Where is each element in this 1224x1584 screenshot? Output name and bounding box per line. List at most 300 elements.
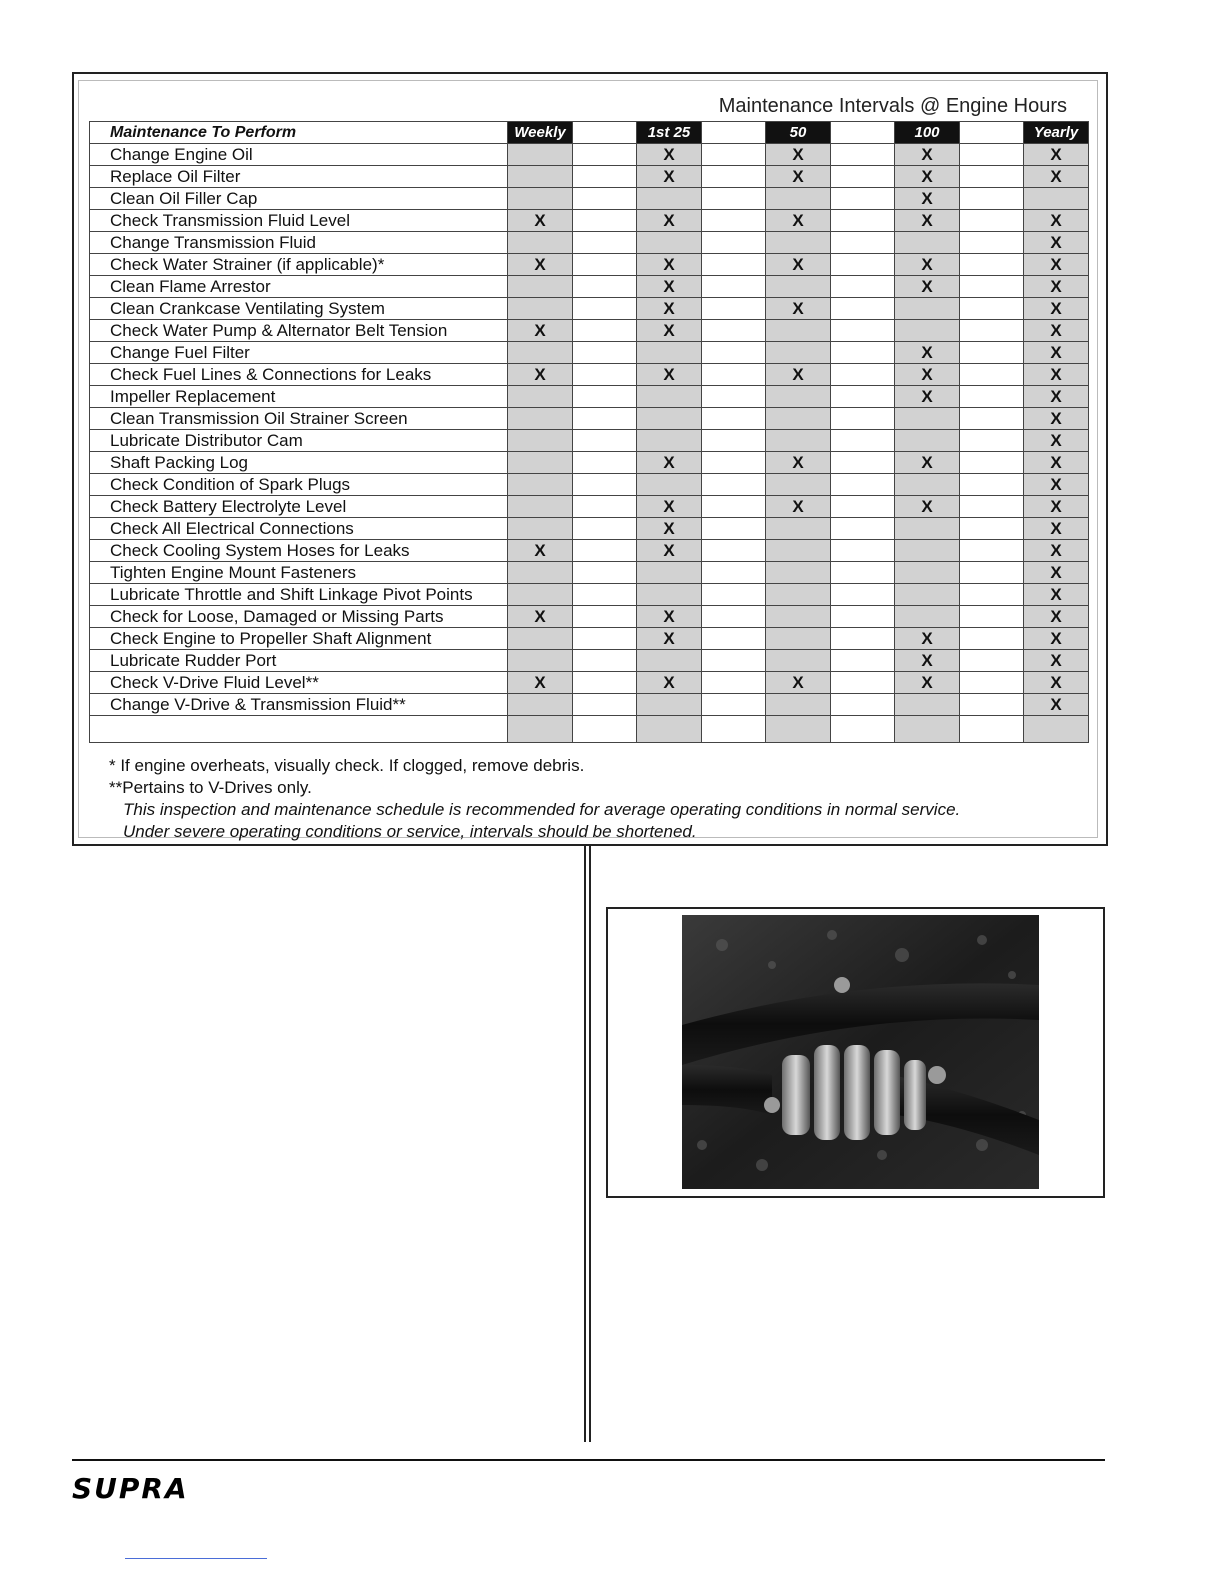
task-name: Change Engine Oil xyxy=(90,144,508,166)
interval-mark xyxy=(637,584,702,606)
task-name: Lubricate Throttle and Shift Linkage Pivot Points xyxy=(90,584,508,606)
spacer-cell xyxy=(960,518,1024,540)
interval-mark: X xyxy=(895,386,960,408)
interval-mark xyxy=(766,276,831,298)
spacer-cell xyxy=(702,694,766,716)
interval-mark xyxy=(895,694,960,716)
spacer-cell xyxy=(573,518,637,540)
table-row xyxy=(90,650,1089,672)
interval-mark: X xyxy=(895,276,960,298)
spacer-cell xyxy=(573,210,637,232)
spacer-cell xyxy=(960,342,1024,364)
table-header-row xyxy=(90,122,1089,144)
table-row xyxy=(90,540,1089,562)
schedule-title: Maintenance Intervals @ Engine Hours xyxy=(718,95,1067,117)
interval-mark xyxy=(895,540,960,562)
interval-mark: X xyxy=(1024,584,1089,606)
interval-mark: X xyxy=(895,342,960,364)
task-name: Check Fuel Lines & Connections for Leaks xyxy=(90,364,508,386)
note-overheat: * If engine overheats, visually check. If clogged, remove debris. xyxy=(109,756,585,775)
interval-mark: X xyxy=(895,210,960,232)
empty-cell xyxy=(573,716,637,743)
table-row xyxy=(90,232,1089,254)
interval-mark: X xyxy=(1024,408,1089,430)
interval-mark xyxy=(766,188,831,210)
spacer-header xyxy=(702,122,766,144)
task-name: Check All Electrical Connections xyxy=(90,518,508,540)
spacer-cell xyxy=(831,276,895,298)
task-name: Check Transmission Fluid Level xyxy=(90,210,508,232)
table-row xyxy=(90,496,1089,518)
spacer-cell xyxy=(702,518,766,540)
interval-mark: X xyxy=(895,496,960,518)
maintenance-schedule-box xyxy=(72,72,1108,846)
spacer-cell xyxy=(960,386,1024,408)
interval-mark xyxy=(766,562,831,584)
interval-mark xyxy=(637,562,702,584)
interval-mark xyxy=(1024,188,1089,210)
spacer-cell xyxy=(702,210,766,232)
supra-logo: SUPRA xyxy=(72,1472,189,1505)
interval-mark: X xyxy=(637,298,702,320)
interval-mark xyxy=(508,298,573,320)
spacer-cell xyxy=(702,430,766,452)
table-row xyxy=(90,144,1089,166)
task-name: Clean Flame Arrestor xyxy=(90,276,508,298)
spacer-cell xyxy=(960,210,1024,232)
interval-mark xyxy=(508,342,573,364)
interval-mark: X xyxy=(508,672,573,694)
hose-clamp-photo xyxy=(682,915,1039,1189)
spacer-cell xyxy=(831,386,895,408)
spacer-cell xyxy=(960,606,1024,628)
spacer-cell xyxy=(831,474,895,496)
interval-mark: X xyxy=(1024,232,1089,254)
spacer-cell xyxy=(960,584,1024,606)
spacer-cell xyxy=(702,298,766,320)
spacer-cell xyxy=(702,628,766,650)
interval-mark: X xyxy=(1024,144,1089,166)
table-row xyxy=(90,276,1089,298)
empty-cell xyxy=(508,716,573,743)
empty-cell xyxy=(637,716,702,743)
spacer-cell xyxy=(702,386,766,408)
interval-mark: X xyxy=(895,452,960,474)
table-row xyxy=(90,672,1089,694)
spacer-cell xyxy=(702,232,766,254)
interval-mark: X xyxy=(1024,628,1089,650)
spacer-cell xyxy=(831,188,895,210)
spacer-cell xyxy=(702,364,766,386)
interval-mark xyxy=(895,320,960,342)
footer-rule xyxy=(72,1459,1105,1461)
interval-mark xyxy=(508,562,573,584)
task-name: Replace Oil Filter xyxy=(90,166,508,188)
note-severe: Under severe operating conditions or service, intervals should be shortened. xyxy=(123,822,697,841)
spacer-cell xyxy=(960,276,1024,298)
interval-mark xyxy=(766,430,831,452)
spacer-cell xyxy=(960,540,1024,562)
interval-mark xyxy=(508,496,573,518)
task-name: Check Engine to Propeller Shaft Alignment xyxy=(90,628,508,650)
task-name: Check Water Strainer (if applicable)* xyxy=(90,254,508,276)
spacer-cell xyxy=(573,474,637,496)
spacer-cell xyxy=(573,188,637,210)
interval-mark xyxy=(508,166,573,188)
task-name: Lubricate Rudder Port xyxy=(90,650,508,672)
spacer-cell xyxy=(831,254,895,276)
interval-header-1st-25: 1st 25 xyxy=(637,122,702,144)
spacer-cell xyxy=(831,166,895,188)
interval-mark xyxy=(895,562,960,584)
interval-mark: X xyxy=(637,518,702,540)
task-name: Check Water Pump & Alternator Belt Tension xyxy=(90,320,508,342)
interval-mark xyxy=(766,584,831,606)
task-name: Change Fuel Filter xyxy=(90,342,508,364)
schedule-inner-border xyxy=(78,80,1098,841)
spacer-cell xyxy=(960,628,1024,650)
spacer-cell xyxy=(702,254,766,276)
interval-mark: X xyxy=(895,364,960,386)
interval-header-50: 50 xyxy=(766,122,831,144)
table-row xyxy=(90,628,1089,650)
spacer-cell xyxy=(573,298,637,320)
spacer-cell xyxy=(831,540,895,562)
interval-mark: X xyxy=(1024,166,1089,188)
spacer-cell xyxy=(960,496,1024,518)
spacer-cell xyxy=(960,408,1024,430)
spacer-cell xyxy=(573,628,637,650)
interval-mark: X xyxy=(766,364,831,386)
interval-mark: X xyxy=(637,144,702,166)
task-name: Shaft Packing Log xyxy=(90,452,508,474)
interval-mark xyxy=(895,408,960,430)
table-row xyxy=(90,166,1089,188)
interval-mark: X xyxy=(766,210,831,232)
spacer-cell xyxy=(831,232,895,254)
interval-mark: X xyxy=(1024,254,1089,276)
interval-mark: X xyxy=(508,320,573,342)
spacer-cell xyxy=(960,166,1024,188)
spacer-cell xyxy=(573,496,637,518)
table-row xyxy=(90,584,1089,606)
spacer-cell xyxy=(702,650,766,672)
spacer-cell xyxy=(573,650,637,672)
table-row xyxy=(90,254,1089,276)
spacer-cell xyxy=(573,584,637,606)
empty-cell xyxy=(831,716,895,743)
table-row xyxy=(90,452,1089,474)
interval-mark: X xyxy=(1024,496,1089,518)
interval-mark: X xyxy=(895,650,960,672)
spacer-header xyxy=(960,122,1024,144)
spacer-cell xyxy=(573,254,637,276)
spacer-cell xyxy=(831,364,895,386)
table-row xyxy=(90,518,1089,540)
interval-mark: X xyxy=(637,254,702,276)
spacer-cell xyxy=(702,496,766,518)
interval-mark: X xyxy=(1024,342,1089,364)
interval-mark: X xyxy=(895,672,960,694)
table-row xyxy=(90,364,1089,386)
interval-mark xyxy=(637,232,702,254)
interval-mark: X xyxy=(1024,430,1089,452)
spacer-cell xyxy=(573,320,637,342)
spacer-cell xyxy=(702,320,766,342)
interval-mark: X xyxy=(895,188,960,210)
spacer-cell xyxy=(831,672,895,694)
table-row-empty xyxy=(90,716,1089,743)
interval-mark: X xyxy=(1024,540,1089,562)
spacer-cell xyxy=(831,298,895,320)
interval-mark xyxy=(508,408,573,430)
spacer-cell xyxy=(573,694,637,716)
spacer-cell xyxy=(960,452,1024,474)
interval-mark xyxy=(637,650,702,672)
interval-mark: X xyxy=(637,496,702,518)
spacer-cell xyxy=(702,144,766,166)
interval-mark xyxy=(766,386,831,408)
task-name: Clean Crankcase Ventilating System xyxy=(90,298,508,320)
spacer-cell xyxy=(960,562,1024,584)
hose-clamp-photo-frame xyxy=(606,907,1105,1198)
interval-mark: X xyxy=(766,254,831,276)
spacer-cell xyxy=(573,408,637,430)
spacer-cell xyxy=(960,650,1024,672)
interval-mark: X xyxy=(895,144,960,166)
empty-cell xyxy=(702,716,766,743)
interval-mark: X xyxy=(637,606,702,628)
interval-mark xyxy=(508,518,573,540)
spacer-cell xyxy=(831,518,895,540)
interval-mark: X xyxy=(766,298,831,320)
task-name: Change V-Drive & Transmission Fluid** xyxy=(90,694,508,716)
interval-mark xyxy=(766,342,831,364)
table-row xyxy=(90,188,1089,210)
interval-mark xyxy=(637,188,702,210)
interval-mark: X xyxy=(637,166,702,188)
interval-mark xyxy=(508,694,573,716)
table-row xyxy=(90,694,1089,716)
task-name: Change Transmission Fluid xyxy=(90,232,508,254)
spacer-cell xyxy=(831,452,895,474)
interval-mark xyxy=(508,650,573,672)
interval-mark: X xyxy=(766,166,831,188)
interval-mark xyxy=(895,518,960,540)
interval-mark: X xyxy=(1024,210,1089,232)
spacer-cell xyxy=(573,540,637,562)
interval-mark xyxy=(508,188,573,210)
task-name: Check Battery Electrolyte Level xyxy=(90,496,508,518)
spacer-cell xyxy=(702,584,766,606)
interval-mark: X xyxy=(1024,452,1089,474)
interval-mark xyxy=(895,474,960,496)
interval-header-100: 100 xyxy=(895,122,960,144)
task-name: Lubricate Distributor Cam xyxy=(90,430,508,452)
interval-mark: X xyxy=(1024,694,1089,716)
empty-cell xyxy=(895,716,960,743)
link-underline xyxy=(125,1558,267,1559)
spacer-cell xyxy=(960,672,1024,694)
interval-mark: X xyxy=(1024,672,1089,694)
interval-mark xyxy=(508,584,573,606)
spacer-cell xyxy=(702,562,766,584)
empty-cell xyxy=(1024,716,1089,743)
spacer-cell xyxy=(960,694,1024,716)
table-row xyxy=(90,298,1089,320)
interval-mark xyxy=(895,606,960,628)
table-row xyxy=(90,210,1089,232)
interval-mark: X xyxy=(1024,474,1089,496)
interval-mark xyxy=(766,540,831,562)
interval-mark xyxy=(508,628,573,650)
interval-mark xyxy=(508,452,573,474)
note-vdrive: **Pertains to V-Drives only. xyxy=(109,778,312,797)
task-name: Check for Loose, Damaged or Missing Parts xyxy=(90,606,508,628)
table-row xyxy=(90,606,1089,628)
task-name: Clean Oil Filler Cap xyxy=(90,188,508,210)
interval-mark: X xyxy=(637,452,702,474)
task-name: Check Cooling System Hoses for Leaks xyxy=(90,540,508,562)
spacer-cell xyxy=(831,210,895,232)
spacer-cell xyxy=(831,496,895,518)
interval-mark: X xyxy=(895,254,960,276)
spacer-cell xyxy=(702,408,766,430)
interval-mark xyxy=(637,408,702,430)
interval-mark xyxy=(895,430,960,452)
spacer-cell xyxy=(831,408,895,430)
spacer-cell xyxy=(573,364,637,386)
interval-mark xyxy=(508,276,573,298)
spacer-cell xyxy=(831,562,895,584)
table-row xyxy=(90,474,1089,496)
interval-mark: X xyxy=(766,452,831,474)
interval-mark: X xyxy=(637,320,702,342)
interval-mark xyxy=(766,408,831,430)
spacer-cell xyxy=(573,672,637,694)
spacer-cell xyxy=(702,606,766,628)
interval-mark: X xyxy=(508,210,573,232)
spacer-cell xyxy=(831,694,895,716)
spacer-cell xyxy=(573,144,637,166)
interval-mark: X xyxy=(895,166,960,188)
interval-mark xyxy=(508,474,573,496)
interval-mark: X xyxy=(1024,298,1089,320)
spacer-cell xyxy=(573,430,637,452)
spacer-cell xyxy=(573,452,637,474)
spacer-cell xyxy=(702,540,766,562)
table-row xyxy=(90,320,1089,342)
interval-mark xyxy=(508,144,573,166)
interval-mark: X xyxy=(1024,276,1089,298)
spacer-header xyxy=(573,122,637,144)
spacer-header xyxy=(831,122,895,144)
task-name: Tighten Engine Mount Fasteners xyxy=(90,562,508,584)
interval-mark: X xyxy=(508,606,573,628)
interval-mark xyxy=(508,430,573,452)
spacer-cell xyxy=(831,628,895,650)
spacer-cell xyxy=(573,342,637,364)
spacer-cell xyxy=(831,430,895,452)
interval-mark: X xyxy=(766,672,831,694)
interval-mark: X xyxy=(637,628,702,650)
table-row xyxy=(90,342,1089,364)
interval-mark: X xyxy=(1024,518,1089,540)
interval-mark: X xyxy=(637,276,702,298)
interval-mark: X xyxy=(508,540,573,562)
spacer-cell xyxy=(702,474,766,496)
interval-mark xyxy=(637,342,702,364)
interval-mark: X xyxy=(637,364,702,386)
interval-mark xyxy=(637,386,702,408)
spacer-cell xyxy=(702,342,766,364)
interval-mark xyxy=(766,320,831,342)
spacer-cell xyxy=(831,320,895,342)
spacer-cell xyxy=(960,232,1024,254)
task-name: Check Condition of Spark Plugs xyxy=(90,474,508,496)
interval-mark xyxy=(766,628,831,650)
interval-mark: X xyxy=(1024,650,1089,672)
spacer-cell xyxy=(960,144,1024,166)
table-row xyxy=(90,386,1089,408)
spacer-cell xyxy=(960,364,1024,386)
empty-cell xyxy=(960,716,1024,743)
task-name: Check V-Drive Fluid Level** xyxy=(90,672,508,694)
spacer-cell xyxy=(573,166,637,188)
interval-mark xyxy=(508,386,573,408)
spacer-cell xyxy=(960,188,1024,210)
spacer-cell xyxy=(573,386,637,408)
interval-mark xyxy=(766,606,831,628)
interval-mark xyxy=(895,584,960,606)
spacer-cell xyxy=(960,474,1024,496)
interval-header-yearly: Yearly xyxy=(1024,122,1089,144)
spacer-cell xyxy=(960,320,1024,342)
interval-mark xyxy=(766,650,831,672)
spacer-cell xyxy=(831,650,895,672)
maintenance-table xyxy=(89,121,1089,743)
empty-cell xyxy=(766,716,831,743)
task-name: Clean Transmission Oil Strainer Screen xyxy=(90,408,508,430)
interval-mark: X xyxy=(1024,562,1089,584)
note-conditions: This inspection and maintenance schedule is recommended for average operating conditions in normal service. xyxy=(123,800,961,819)
interval-mark: X xyxy=(895,628,960,650)
spacer-cell xyxy=(960,430,1024,452)
interval-mark xyxy=(637,474,702,496)
interval-mark xyxy=(895,232,960,254)
schedule-notes xyxy=(109,755,960,843)
column-divider-right xyxy=(589,846,591,1442)
interval-mark: X xyxy=(1024,606,1089,628)
spacer-cell xyxy=(960,298,1024,320)
interval-mark: X xyxy=(1024,364,1089,386)
spacer-cell xyxy=(831,584,895,606)
spacer-cell xyxy=(831,144,895,166)
spacer-cell xyxy=(573,606,637,628)
interval-mark xyxy=(508,232,573,254)
interval-mark xyxy=(766,474,831,496)
spacer-cell xyxy=(702,276,766,298)
spacer-cell xyxy=(702,672,766,694)
interval-header-weekly: Weekly xyxy=(508,122,573,144)
spacer-cell xyxy=(831,342,895,364)
interval-mark xyxy=(766,694,831,716)
task-column-header: Maintenance To Perform xyxy=(90,122,508,144)
spacer-cell xyxy=(831,606,895,628)
interval-mark: X xyxy=(637,540,702,562)
column-divider-left xyxy=(584,846,586,1442)
spacer-cell xyxy=(702,188,766,210)
